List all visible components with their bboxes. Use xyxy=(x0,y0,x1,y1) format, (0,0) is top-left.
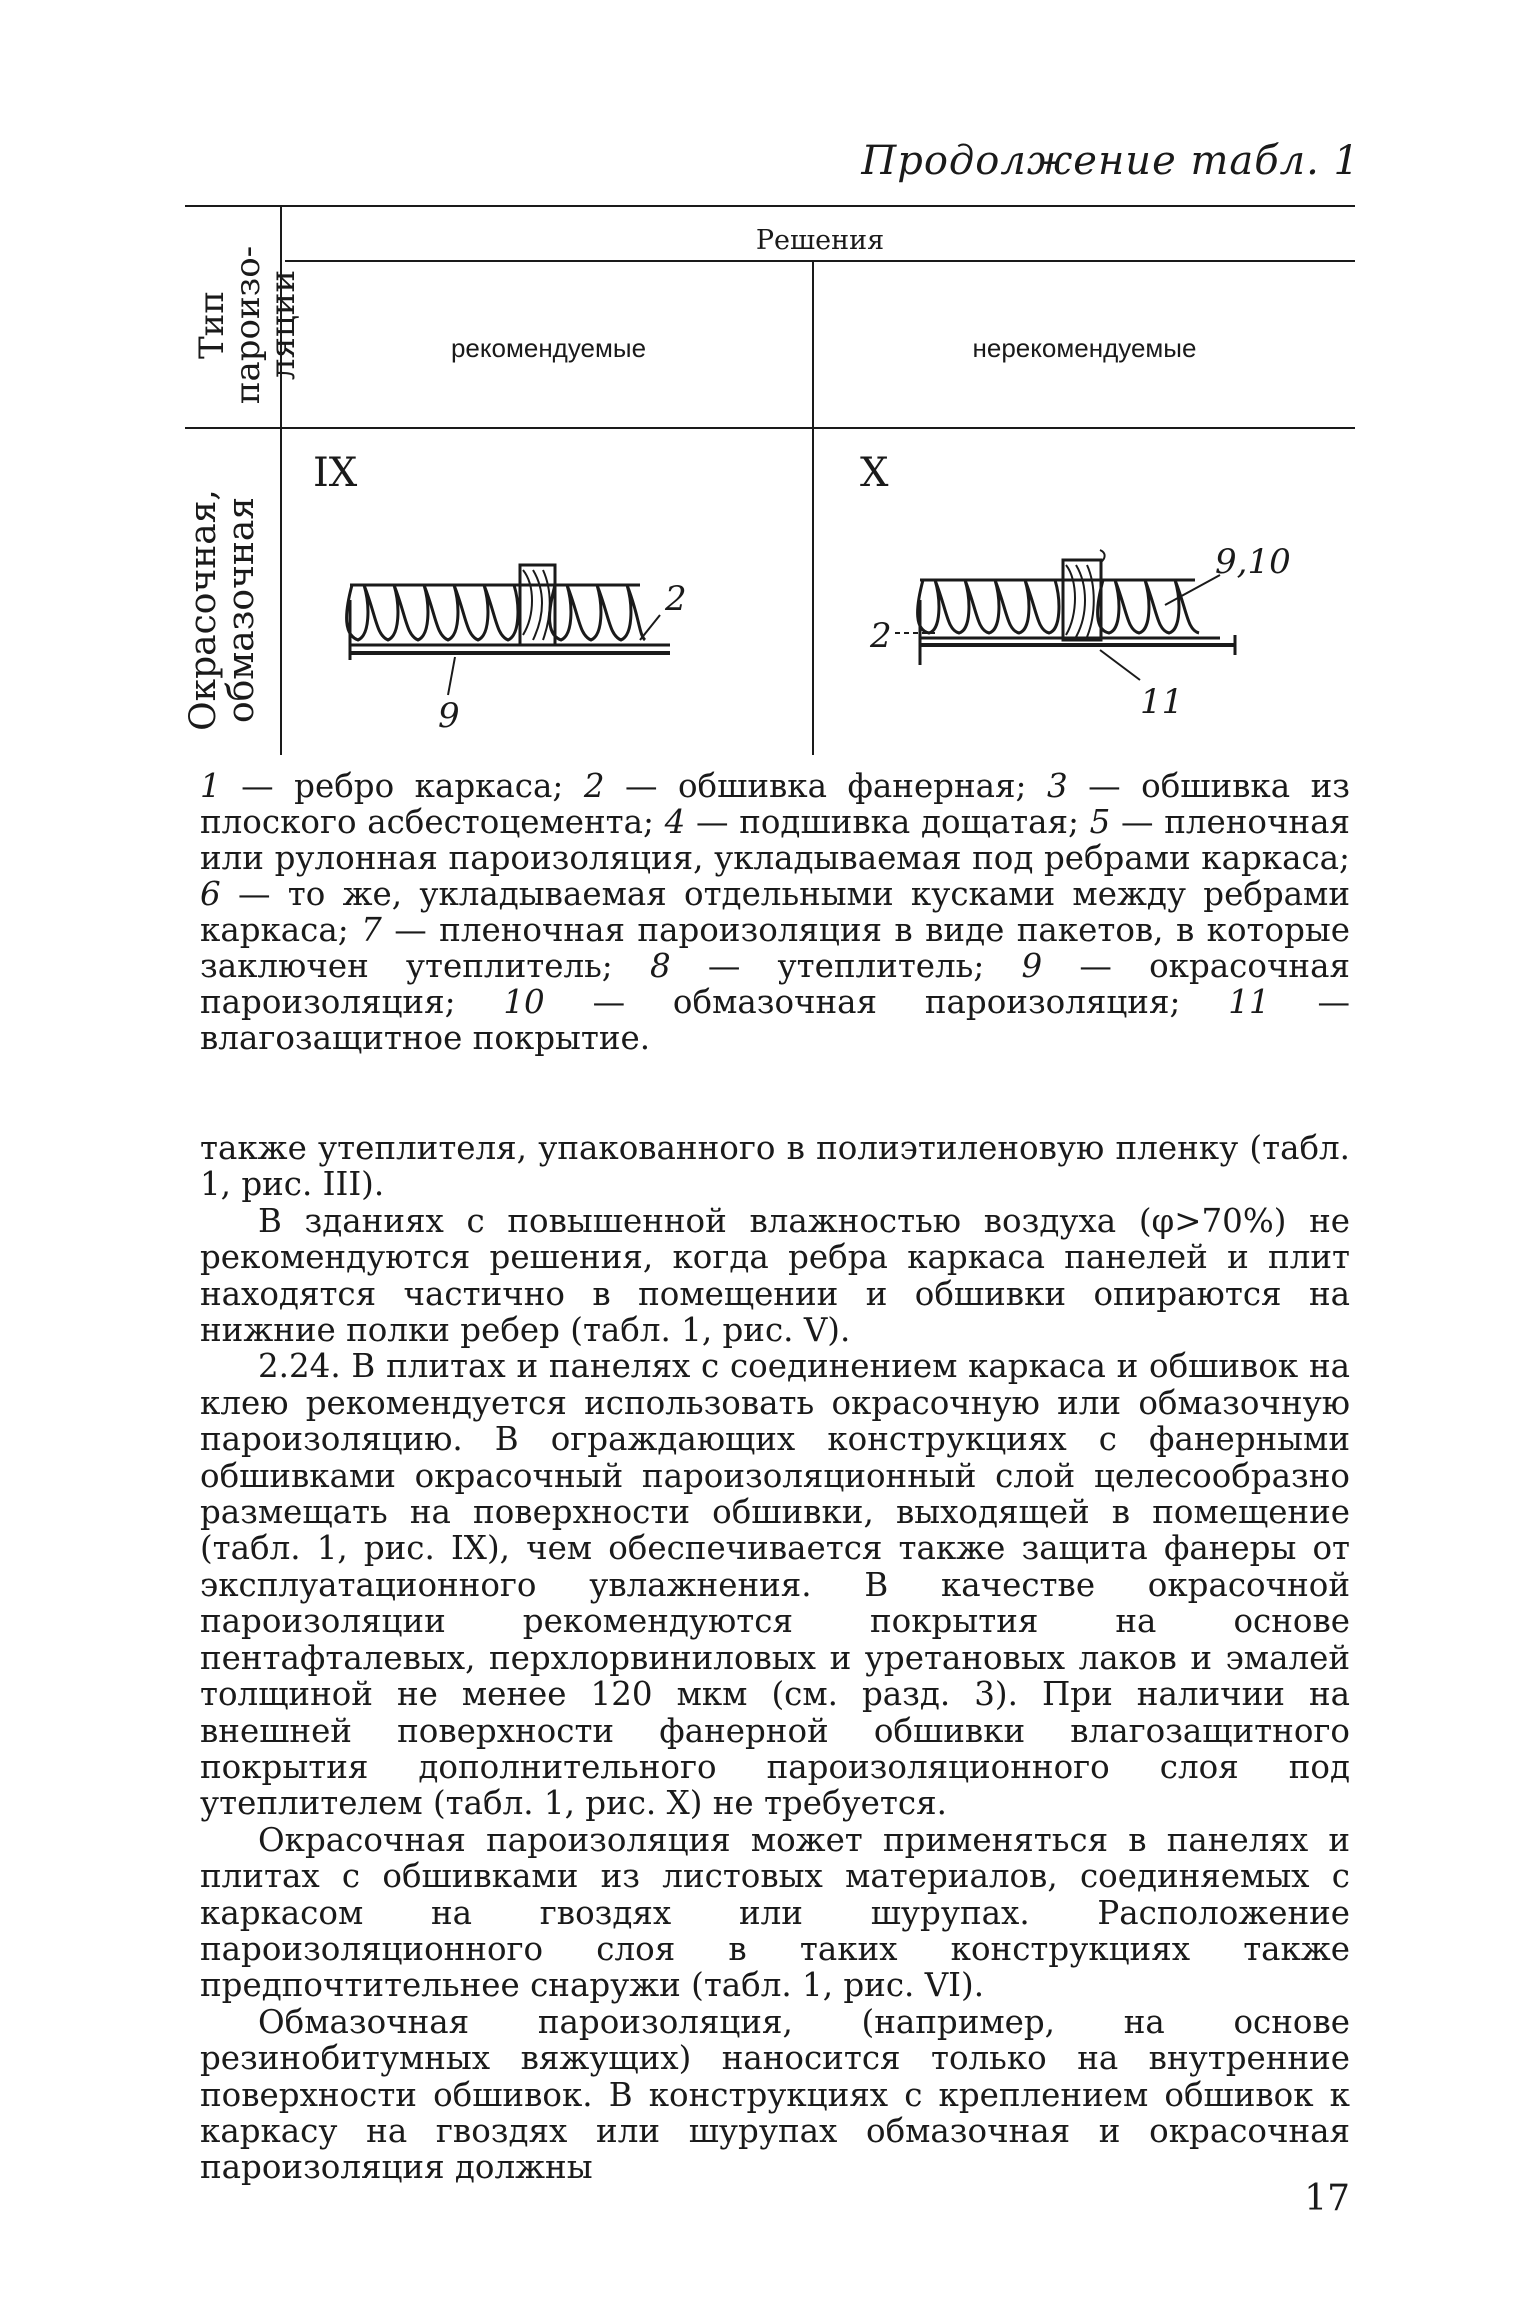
legend-text: — влагозащитное покрытие. xyxy=(200,983,1350,1057)
legend-text: — обмазочная пароизоляция; xyxy=(544,983,1229,1021)
label-ix-2: 2 xyxy=(665,579,687,619)
header-bottom-rule xyxy=(185,427,1355,429)
legend-num: 10 xyxy=(503,983,545,1021)
legend-num: 5 xyxy=(1089,803,1111,841)
label-x-2: 2 xyxy=(870,616,892,656)
legend-text: — подшивка дощатая; xyxy=(685,803,1090,841)
figure-number-ix: IX xyxy=(313,450,358,496)
legend-num: 8 xyxy=(649,947,671,985)
table-top-rule xyxy=(185,205,1355,207)
paragraph: В зданиях с повышенной влажностью воздуха (φ>70%) не рекомендуются решения, когда ребра каркаса панелей и плит находятся частично в помещении и обшивки опираются на нижние полки ребер (табл. 1, рис. V). xyxy=(200,1201,1350,1350)
label-x-9-10: 9,10 xyxy=(1215,542,1291,582)
not-recommended-header: нерекомендуемые xyxy=(972,333,1197,363)
figure-ix-drawing xyxy=(340,505,760,745)
legend-text: — пленочная пароизоляция в виде пакетов, в которые заключен утеплитель; xyxy=(200,911,1350,985)
insulation-left xyxy=(918,580,1059,633)
insulation-left xyxy=(347,585,518,640)
figure-number-x: X xyxy=(860,450,889,496)
legend-num: 6 xyxy=(200,875,221,913)
legend-text: — ребро каркаса; xyxy=(220,767,584,805)
figure-legend xyxy=(200,768,1350,1056)
body-text xyxy=(200,1130,1350,2186)
label-x-11: 11 xyxy=(1140,682,1184,722)
recommended-header: рекомендуемые xyxy=(450,333,647,363)
insulation-right xyxy=(550,585,645,640)
legend-num: 11 xyxy=(1228,983,1270,1021)
legend-text: — утеплитель; xyxy=(670,947,1022,985)
legend-text: — пленочная или рулонная пароизоляция, укладываемая под ребрами каркаса; xyxy=(200,803,1351,877)
legend-num: 3 xyxy=(1046,767,1068,805)
figure-x-drawing xyxy=(870,505,1345,745)
legend-text: — обшивка фанерная; xyxy=(604,767,1047,805)
solutions-header: Решения xyxy=(755,225,885,256)
legend-text: — то же, укладываемая отдельными кусками между ребрами каркаса; xyxy=(200,875,1350,949)
legend-num: 1 xyxy=(200,767,221,805)
rib-grain xyxy=(1066,565,1094,637)
paragraph: Обмазочная пароизоляция, (например, на основе резинобитумных вяжущих) наносится только на внутренние поверхности обшивок. В конструкциях с креплением обшивок к каркасу на гвоздях или шурупах обмазочная и окрасочная пароизоляция должны xyxy=(200,2002,1350,2187)
legend-num: 2 xyxy=(583,767,605,805)
solutions-subrule xyxy=(285,260,1355,262)
label-ix-9: 9 xyxy=(438,696,460,736)
leader-11 xyxy=(1100,650,1140,680)
legend-num: 4 xyxy=(664,803,686,841)
legend-num: 7 xyxy=(361,911,382,949)
paragraph: Окрасочная пароизоляция может применяться в панелях и плитах с обшивками из листовых материалов, соединяемых с каркасом на гвоздях или шурупах. Расположение пароизоляционного слоя в таких конструкциях также предпочтительнее снаружи (табл. 1, рис. VI). xyxy=(200,1820,1350,2005)
insulation-right xyxy=(1098,580,1199,633)
paragraph: также утеплителя, упакованного в полиэтиленовую пленку (табл. 1, рис. III). xyxy=(200,1129,1350,1204)
leader-2 xyxy=(640,615,660,640)
table-caption: Продолжение табл. 1 xyxy=(861,138,1360,184)
rib-grain xyxy=(523,570,550,640)
row-label-paint-coating: Окрасочная, обмазочная xyxy=(183,489,262,731)
legend-text: — обшивка из плоского асбестоцемента; xyxy=(200,767,1350,841)
type-column-header: Тип пароизо- ляции xyxy=(192,245,304,405)
solutions-table xyxy=(185,205,1355,755)
page-number: 17 xyxy=(1304,2178,1350,2219)
legend-text: — окрасочная пароизоляция; xyxy=(200,947,1350,1021)
paragraph: 2.24. В плитах и панелях с соединением каркаса и обшивок на клею рекомендуется использовать окрасочную или обмазочную пароизоляцию. В ограждающих конструкциях с фанерными обшивками окрасочный пароизоляционный слой целесообразно размещать на поверхности обшивки, выходящей в помещение (табл. 1, рис. IX), чем обеспечивается также защита фанеры от эксплуатационного увлажнения. В качестве окрасочной пароизоляции рекомендуются покрытия на основе пентафталевых, перхлорвиниловых и уретановых лаков и эмалей толщиной не менее 120 мкм (см. разд. 3). При наличии на внешней поверхности фанерной обшивки влагозащитного покрытия дополнительного пароизоляционного слоя под утеплителем (табл. 1, рис. X) не требуется. xyxy=(200,1347,1350,1823)
leader-9 xyxy=(448,657,455,695)
legend-num: 9 xyxy=(1021,947,1043,985)
